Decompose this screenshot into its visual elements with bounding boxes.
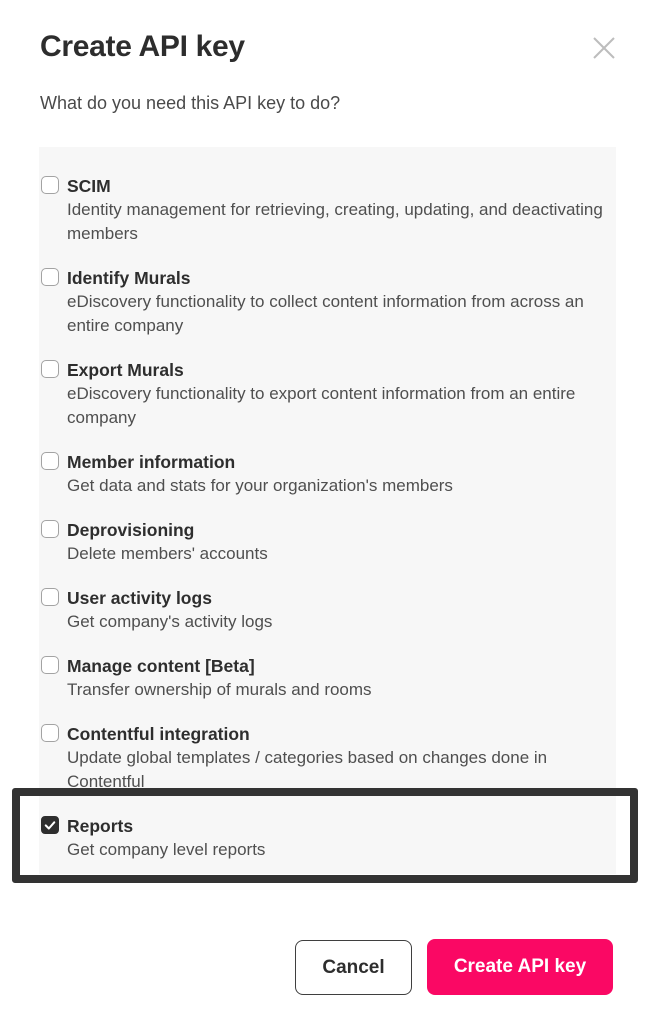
option-description: Get company's activity logs — [67, 612, 273, 631]
option-checkbox[interactable] — [41, 656, 59, 674]
option-label: User activity logs — [67, 588, 212, 608]
option-text — [67, 266, 612, 338]
option-label: Reports — [67, 816, 134, 836]
option-label: Identify Murals — [67, 268, 191, 288]
close-icon — [587, 31, 621, 65]
option-label: Member information — [67, 452, 236, 472]
option-description: Update global templates / categories based on changes done in Contentful — [67, 748, 548, 791]
option-checkbox[interactable] — [41, 452, 59, 470]
option-text — [67, 654, 612, 702]
option-text — [67, 586, 612, 634]
option-checkbox[interactable] — [41, 520, 59, 538]
option-description: eDiscovery functionality to collect content information from across an entire company — [67, 292, 584, 335]
option-checkbox[interactable] — [41, 588, 59, 606]
option-row[interactable] — [41, 266, 612, 338]
option-checkbox[interactable] — [41, 360, 59, 378]
create-api-key-button[interactable]: Create API key — [427, 939, 613, 995]
close-button[interactable] — [587, 31, 621, 65]
option-text — [67, 722, 612, 794]
checkmark-icon — [43, 818, 57, 832]
option-description: Get company level reports — [67, 840, 266, 859]
option-text — [67, 358, 612, 430]
option-row[interactable] — [41, 174, 612, 246]
cancel-button[interactable]: Cancel — [295, 940, 412, 995]
option-description: Get data and stats for your organization's members — [67, 476, 453, 495]
option-checkbox[interactable] — [41, 816, 59, 834]
option-row[interactable] — [41, 814, 612, 862]
option-row[interactable] — [41, 518, 612, 566]
option-description: Identity management for retrieving, creating, updating, and deactivating members — [67, 200, 603, 243]
options-panel — [39, 147, 616, 874]
option-row[interactable] — [41, 450, 612, 498]
option-text — [67, 814, 612, 862]
page-title: Create API key — [40, 30, 245, 63]
option-row[interactable] — [41, 586, 612, 634]
option-text — [67, 174, 612, 246]
option-label: Deprovisioning — [67, 520, 195, 540]
option-description: Delete members' accounts — [67, 544, 268, 563]
option-row[interactable] — [41, 722, 612, 794]
option-checkbox[interactable] — [41, 724, 59, 742]
option-label: Contentful integration — [67, 724, 250, 744]
option-text — [67, 450, 612, 498]
option-text — [67, 518, 612, 566]
option-row[interactable] — [41, 654, 612, 702]
option-checkbox[interactable] — [41, 268, 59, 286]
question-text: What do you need this API key to do? — [40, 93, 341, 113]
option-description: Transfer ownership of murals and rooms — [67, 680, 372, 699]
option-label: Manage content [Beta] — [67, 656, 255, 676]
option-checkbox[interactable] — [41, 176, 59, 194]
option-description: eDiscovery functionality to export content information from an entire company — [67, 384, 576, 427]
option-row[interactable] — [41, 358, 612, 430]
option-label: Export Murals — [67, 360, 184, 380]
option-label: SCIM — [67, 176, 111, 196]
